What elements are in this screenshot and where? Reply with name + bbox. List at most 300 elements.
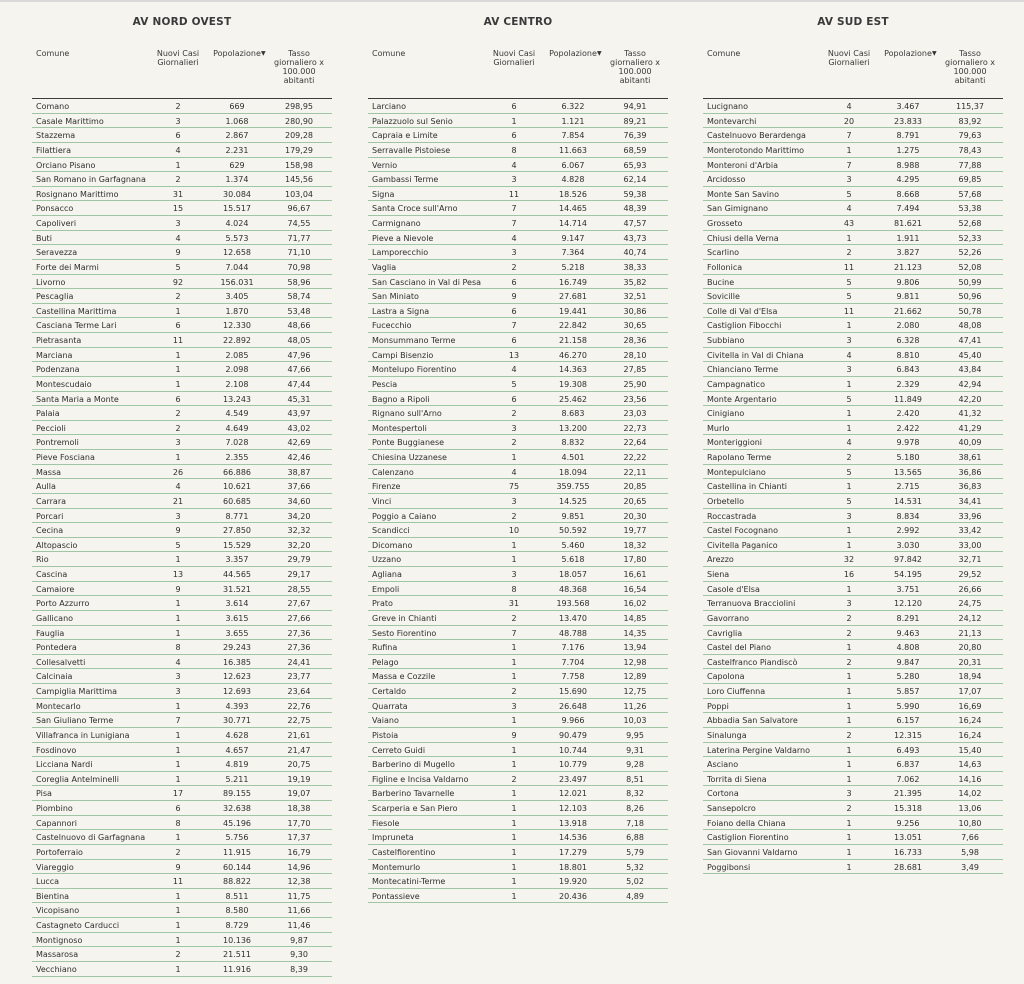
comune-cell: Seravezza (36, 248, 78, 258)
comune-cell: Pescaglia (36, 292, 74, 302)
comune-cell: Massa (36, 467, 62, 477)
comune-cell: Montignoso (36, 935, 83, 945)
section-av-centro (368, 12, 668, 903)
column-header-comune[interactable]: Comune (707, 49, 741, 58)
popolazione-cell: 13.918 (559, 818, 587, 828)
popolazione-cell: 17.279 (559, 847, 587, 857)
table-row (368, 889, 668, 904)
popolazione-cell: 19.441 (559, 306, 587, 316)
nuovi-casi-cell: 5 (846, 496, 852, 506)
popolazione-cell: 10.136 (223, 935, 251, 945)
nuovi-casi-cell: 16 (843, 570, 855, 579)
popolazione-cell: 11.849 (894, 394, 922, 404)
popolazione-cell: 9.847 (896, 657, 920, 667)
tasso-cell: 22,11 (623, 467, 647, 477)
comune-cell: Campiglia Marittima (36, 687, 118, 696)
popolazione-cell: 21.662 (894, 306, 922, 316)
comune-cell: Larciano (372, 102, 406, 111)
comune-cell: Castagneto Carducci (36, 921, 120, 930)
tasso-cell: 77,88 (958, 160, 982, 170)
popolazione-cell: 9.806 (896, 277, 920, 287)
comune-cell: Montescudaio (36, 379, 92, 389)
tasso-cell: 24,75 (958, 599, 982, 609)
table-row (703, 830, 1003, 845)
table-row (32, 786, 332, 801)
column-header-nuovi-casi[interactable]: Nuovi Casi Giornalieri (827, 49, 871, 67)
popolazione-cell: 13.051 (894, 833, 922, 843)
popolazione-cell: 21.123 (894, 262, 922, 272)
popolazione-cell: 4.657 (225, 745, 249, 755)
tasso-cell: 20,75 (287, 760, 311, 770)
comune-cell: Calcinaia (36, 672, 73, 682)
nuovi-casi-cell: 1 (175, 613, 181, 623)
section-title: AV NORD OVEST (132, 16, 232, 28)
table-row (368, 114, 668, 129)
nuovi-casi-cell: 1 (846, 687, 852, 696)
tasso-cell: 14,35 (623, 628, 647, 638)
tasso-cell: 9,31 (626, 745, 644, 755)
tasso-cell: 20,85 (623, 482, 647, 492)
tasso-cell: 68,59 (623, 145, 647, 155)
popolazione-cell: 21.511 (223, 950, 251, 960)
comune-cell: Rosignano Marittimo (36, 189, 119, 199)
popolazione-cell: 9.463 (896, 628, 920, 638)
popolazione-cell: 9.978 (896, 438, 920, 448)
popolazione-cell: 5.573 (225, 233, 249, 243)
comune-cell: Fiesole (372, 818, 400, 828)
nuovi-casi-cell: 6 (511, 277, 517, 287)
comune-cell: Civitella in Val di Chiana (707, 350, 804, 360)
nuovi-casi-cell: 4 (175, 145, 181, 155)
comune-cell: San Gimignano (707, 204, 769, 214)
comune-cell: Pieve Fosciana (36, 453, 95, 462)
popolazione-cell: 9.147 (561, 233, 585, 243)
comune-cell: Viareggio (36, 862, 74, 872)
popolazione-cell: 4.649 (225, 423, 249, 433)
popolazione-cell: 5.211 (225, 774, 249, 784)
column-header-comune[interactable]: Comune (36, 49, 70, 58)
popolazione-cell: 8.668 (896, 189, 920, 199)
comune-cell: Capolona (707, 672, 745, 682)
comune-cell: Montepulciano (707, 467, 766, 477)
tasso-cell: 11,46 (287, 921, 311, 930)
nuovi-casi-cell: 10 (508, 526, 520, 536)
popolazione-cell: 13.565 (894, 467, 922, 477)
popolazione-cell: 1.374 (225, 175, 249, 185)
comune-cell: Scarlino (707, 248, 740, 258)
tasso-cell: 52,33 (958, 233, 982, 243)
table-row (32, 406, 332, 421)
sort-desc-icon[interactable]: ▼ (597, 50, 602, 57)
popolazione-cell: 7.176 (561, 643, 585, 653)
table-row (368, 450, 668, 465)
table-row (368, 421, 668, 436)
nuovi-casi-cell: 9 (511, 730, 517, 740)
table-row (368, 538, 668, 553)
nuovi-casi-cell: 1 (846, 584, 852, 594)
popolazione-cell: 30.771 (223, 716, 251, 726)
table-row (32, 435, 332, 450)
comune-cell: Figline e Incisa Valdarno (372, 774, 469, 784)
table-row (368, 772, 668, 787)
nuovi-casi-cell: 5 (846, 292, 852, 302)
nuovi-casi-cell: 4 (175, 657, 181, 667)
tasso-cell: 6,88 (626, 833, 644, 843)
table-row (368, 275, 668, 290)
comune-cell: Podenzana (36, 365, 80, 375)
table-row (703, 304, 1003, 319)
tasso-cell: 3,49 (961, 862, 979, 872)
tasso-cell: 18,94 (958, 672, 982, 682)
tasso-cell: 18,32 (623, 540, 647, 550)
tasso-cell: 43,84 (958, 365, 982, 375)
nuovi-casi-cell: 3 (175, 672, 181, 682)
comune-cell: Calenzano (372, 467, 414, 477)
tasso-cell: 23,77 (287, 672, 311, 682)
column-header-popolazione[interactable]: Popolazione (213, 49, 261, 58)
comune-cell: Peccioli (36, 423, 66, 433)
nuovi-casi-cell: 3 (175, 511, 181, 521)
column-header-popolazione[interactable]: Popolazione (549, 49, 597, 58)
nuovi-casi-cell: 17 (172, 789, 184, 799)
comune-cell: Castelnuovo Berardenga (707, 131, 806, 141)
comune-cell: Sesto Fiorentino (372, 628, 437, 638)
popolazione-cell: 4.808 (896, 643, 920, 653)
popolazione-cell: 48.788 (559, 628, 587, 638)
table-row (703, 172, 1003, 187)
table-row (703, 143, 1003, 158)
nuovi-casi-cell: 3 (846, 365, 852, 375)
nuovi-casi-cell: 4 (846, 102, 852, 111)
tasso-cell: 40,09 (958, 438, 982, 448)
nuovi-casi-cell: 2 (175, 847, 181, 857)
nuovi-casi-cell: 1 (175, 160, 181, 170)
tasso-cell: 20,30 (623, 511, 647, 521)
table-row (703, 743, 1003, 758)
table-row (703, 713, 1003, 728)
comune-cell: Gallicano (36, 613, 74, 623)
nuovi-casi-cell: 9 (175, 584, 181, 594)
nuovi-casi-cell: 6 (175, 804, 181, 813)
table-row (703, 158, 1003, 173)
nuovi-casi-cell: 7 (511, 321, 517, 331)
popolazione-cell: 7.044 (225, 262, 249, 272)
comune-cell: Montemurlo (372, 862, 421, 872)
nuovi-casi-cell: 4 (175, 233, 181, 243)
comune-cell: Castelfiorentino (372, 847, 436, 857)
comune-cell: Pisa (36, 789, 52, 799)
tasso-cell: 21,47 (287, 745, 311, 755)
tasso-cell: 27,36 (287, 628, 311, 638)
comune-cell: Cinigiano (707, 409, 745, 419)
popolazione-cell: 6.157 (896, 716, 920, 726)
tasso-cell: 158,98 (285, 160, 313, 170)
popolazione-cell: 3.405 (225, 292, 249, 302)
popolazione-cell: 89.155 (223, 789, 251, 799)
comune-cell: Roccastrada (707, 511, 757, 521)
comune-cell: Cecina (36, 526, 64, 536)
popolazione-cell: 1.870 (225, 306, 249, 316)
nuovi-casi-cell: 1 (511, 643, 517, 653)
table-row (32, 538, 332, 553)
comune-cell: Quarrata (372, 701, 408, 711)
tasso-cell: 8,39 (290, 964, 308, 974)
nuovi-casi-cell: 2 (846, 628, 852, 638)
sort-desc-icon[interactable]: ▼ (932, 50, 937, 57)
tasso-cell: 29,79 (287, 555, 311, 565)
popolazione-cell: 8.810 (896, 350, 920, 360)
nuovi-casi-cell: 2 (175, 423, 181, 433)
top-border (0, 0, 1024, 2)
column-header-popolazione[interactable]: Popolazione (884, 49, 932, 58)
tasso-cell: 7,66 (961, 833, 979, 843)
tasso-cell: 48,39 (623, 204, 647, 214)
comune-cell: Castel del Piano (707, 643, 771, 653)
comune-cell: Fucecchio (372, 321, 412, 331)
nuovi-casi-cell: 1 (511, 540, 517, 550)
table-row (32, 684, 332, 699)
popolazione-cell: 19.308 (559, 379, 587, 389)
popolazione-cell: 4.819 (225, 760, 249, 770)
comune-cell: Vinci (372, 496, 392, 506)
table-row (368, 699, 668, 714)
table-row (32, 743, 332, 758)
comune-cell: Montespertoli (372, 423, 427, 433)
nuovi-casi-cell: 1 (846, 760, 852, 770)
popolazione-cell: 9.966 (561, 716, 585, 726)
popolazione-cell: 2.867 (225, 131, 249, 141)
comune-cell: Vecchiano (36, 964, 77, 974)
tasso-cell: 47,57 (623, 219, 647, 228)
tasso-cell: 48,66 (287, 321, 311, 331)
comune-cell: Vicopisano (36, 906, 80, 916)
popolazione-cell: 5.857 (896, 687, 920, 696)
tasso-cell: 33,96 (958, 511, 982, 521)
table-row (703, 231, 1003, 246)
nuovi-casi-cell: 1 (846, 818, 852, 828)
nuovi-casi-cell: 2 (511, 409, 517, 419)
nuovi-casi-cell: 1 (175, 599, 181, 609)
nuovi-casi-cell: 7 (511, 219, 517, 228)
tasso-cell: 209,28 (285, 131, 313, 141)
table-row (368, 289, 668, 304)
sort-desc-icon[interactable]: ▼ (261, 50, 266, 57)
nuovi-casi-cell: 1 (846, 409, 852, 419)
table-row (368, 874, 668, 889)
table-row (703, 684, 1003, 699)
table-row (32, 655, 332, 670)
comune-cell: Poggio a Caiano (372, 511, 437, 521)
tasso-cell: 11,75 (287, 891, 311, 901)
tasso-cell: 15,40 (958, 745, 982, 755)
comune-cell: Terranuova Bracciolini (707, 599, 796, 609)
tasso-cell: 47,66 (287, 365, 311, 375)
popolazione-cell: 8.832 (561, 438, 585, 448)
nuovi-casi-cell: 2 (175, 409, 181, 419)
table-row (703, 289, 1003, 304)
comune-cell: Piombino (36, 804, 73, 813)
table-row (703, 421, 1003, 436)
nuovi-casi-cell: 6 (511, 394, 517, 404)
comune-cell: Pontedera (36, 643, 77, 653)
popolazione-cell: 21.395 (894, 789, 922, 799)
nuovi-casi-cell: 1 (175, 833, 181, 843)
comune-cell: Lastra a Signa (372, 306, 430, 316)
table-row (703, 552, 1003, 567)
comune-cell: Greve in Chianti (372, 613, 437, 623)
tasso-cell: 9,30 (290, 950, 308, 960)
table-row (32, 816, 332, 831)
tasso-cell: 9,95 (626, 730, 644, 740)
nuovi-casi-cell: 3 (846, 175, 852, 185)
table-row (368, 640, 668, 655)
tasso-cell: 29,52 (958, 570, 982, 579)
column-header-nuovi-casi[interactable]: Nuovi Casi Giornalieri (492, 49, 536, 67)
tasso-cell: 14,63 (958, 760, 982, 770)
popolazione-cell: 12.623 (223, 672, 251, 682)
table-row (703, 626, 1003, 641)
comune-cell: Casciana Terme Lari (36, 321, 117, 331)
tasso-cell: 71,77 (287, 233, 311, 243)
table-row (368, 845, 668, 860)
comune-cell: Palazzuolo sul Senio (372, 116, 453, 126)
tasso-cell: 23,64 (287, 687, 311, 696)
tasso-cell: 50,78 (958, 306, 982, 316)
tasso-cell: 298,95 (285, 102, 313, 111)
tasso-cell: 30,86 (623, 306, 647, 316)
tasso-cell: 24,12 (958, 613, 982, 623)
tasso-cell: 33,42 (958, 526, 982, 536)
table-row (368, 392, 668, 407)
comune-cell: Monsummano Terme (372, 336, 456, 345)
comune-cell: Santa Croce sull'Arno (372, 204, 458, 214)
popolazione-cell: 669 (229, 102, 245, 111)
popolazione-cell: 6.322 (561, 102, 585, 111)
table-row (703, 494, 1003, 509)
comune-cell: Poppi (707, 701, 729, 711)
table-row (703, 114, 1003, 129)
popolazione-cell: 13.200 (559, 423, 587, 433)
comune-cell: Vernio (372, 160, 398, 170)
comune-cell: Altopascio (36, 540, 78, 550)
tasso-cell: 28,10 (623, 350, 647, 360)
comune-cell: Montecatini-Terme (372, 877, 446, 887)
table-row (703, 816, 1003, 831)
tasso-cell: 14,16 (958, 774, 982, 784)
table-row (32, 596, 332, 611)
comune-cell: Filattiera (36, 145, 71, 155)
popolazione-cell: 1.068 (225, 116, 249, 126)
nuovi-casi-cell: 3 (846, 599, 852, 609)
tasso-cell: 53,48 (287, 306, 311, 316)
table-row (32, 611, 332, 626)
nuovi-casi-cell: 1 (846, 233, 852, 243)
comune-cell: Monte Argentario (707, 394, 777, 404)
tasso-cell: 94,91 (623, 102, 647, 111)
table-row (703, 465, 1003, 480)
tasso-cell: 48,05 (287, 336, 311, 345)
nuovi-casi-cell: 2 (846, 453, 852, 462)
table-row (703, 728, 1003, 743)
nuovi-casi-cell: 13 (508, 350, 520, 360)
column-header-tasso[interactable]: Tasso giornaliero x 100.000 abitanti (610, 49, 660, 85)
comune-cell: San Casciano in Val di Pesa (372, 277, 482, 287)
nuovi-casi-cell: 3 (846, 511, 852, 521)
comune-cell: Massarosa (36, 950, 79, 960)
popolazione-cell: 29.243 (223, 643, 251, 653)
tasso-cell: 16,24 (958, 730, 982, 740)
popolazione-cell: 8.511 (225, 891, 249, 901)
column-header-nuovi-casi[interactable]: Nuovi Casi Giornalieri (156, 49, 200, 67)
popolazione-cell: 10.744 (559, 745, 587, 755)
tasso-cell: 27,36 (287, 643, 311, 653)
column-header-comune[interactable]: Comune (372, 49, 406, 58)
tasso-cell: 5,32 (626, 862, 644, 872)
popolazione-cell: 14.536 (559, 833, 587, 843)
tasso-cell: 8,26 (626, 804, 644, 813)
tasso-cell: 25,90 (623, 379, 647, 389)
tasso-cell: 17,70 (287, 818, 311, 828)
popolazione-cell: 4.501 (561, 453, 585, 462)
table-row (703, 362, 1003, 377)
nuovi-casi-cell: 1 (846, 482, 852, 492)
table-row (32, 128, 332, 143)
nuovi-casi-cell: 8 (175, 818, 181, 828)
table-row (368, 611, 668, 626)
comune-cell: Arezzo (707, 555, 734, 565)
popolazione-cell: 3.751 (896, 584, 920, 594)
popolazione-cell: 22.892 (223, 336, 251, 345)
popolazione-cell: 12.120 (894, 599, 922, 609)
column-header-tasso[interactable]: Tasso giornaliero x 100.000 abitanti (945, 49, 995, 85)
comune-cell: Castel Focognano (707, 526, 778, 536)
popolazione-cell: 23.497 (559, 774, 587, 784)
table-row (703, 655, 1003, 670)
table-header (368, 32, 668, 99)
tasso-cell: 38,33 (623, 262, 647, 272)
popolazione-cell: 14.465 (559, 204, 587, 214)
tasso-cell: 32,20 (287, 540, 311, 550)
nuovi-casi-cell: 5 (175, 540, 181, 550)
popolazione-cell: 2.231 (225, 145, 249, 155)
popolazione-cell: 6.843 (896, 365, 920, 375)
column-header-tasso[interactable]: Tasso giornaliero x 100.000 abitanti (274, 49, 324, 85)
popolazione-cell: 30.084 (223, 189, 251, 199)
table-row (368, 377, 668, 392)
tasso-cell: 5,02 (626, 877, 644, 887)
tasso-cell: 12,75 (623, 687, 647, 696)
nuovi-casi-cell: 5 (846, 277, 852, 287)
tasso-cell: 16,69 (958, 701, 982, 711)
popolazione-cell: 2.108 (225, 379, 249, 389)
section-av-sud-est (703, 12, 1003, 874)
comune-cell: Montelupo Fiorentino (372, 365, 457, 375)
tasso-cell: 28,55 (287, 584, 311, 594)
table-row (703, 757, 1003, 772)
tasso-cell: 58,96 (287, 277, 311, 287)
tasso-cell: 19,77 (623, 526, 647, 536)
popolazione-cell: 10.621 (223, 482, 251, 492)
nuovi-casi-cell: 2 (846, 613, 852, 623)
nuovi-casi-cell: 1 (846, 643, 852, 653)
nuovi-casi-cell: 1 (175, 891, 181, 901)
nuovi-casi-cell: 1 (846, 321, 852, 331)
table-row (32, 479, 332, 494)
table-row (368, 860, 668, 875)
popolazione-cell: 81.621 (894, 219, 922, 228)
table-row (32, 348, 332, 363)
popolazione-cell: 4.295 (896, 175, 920, 185)
